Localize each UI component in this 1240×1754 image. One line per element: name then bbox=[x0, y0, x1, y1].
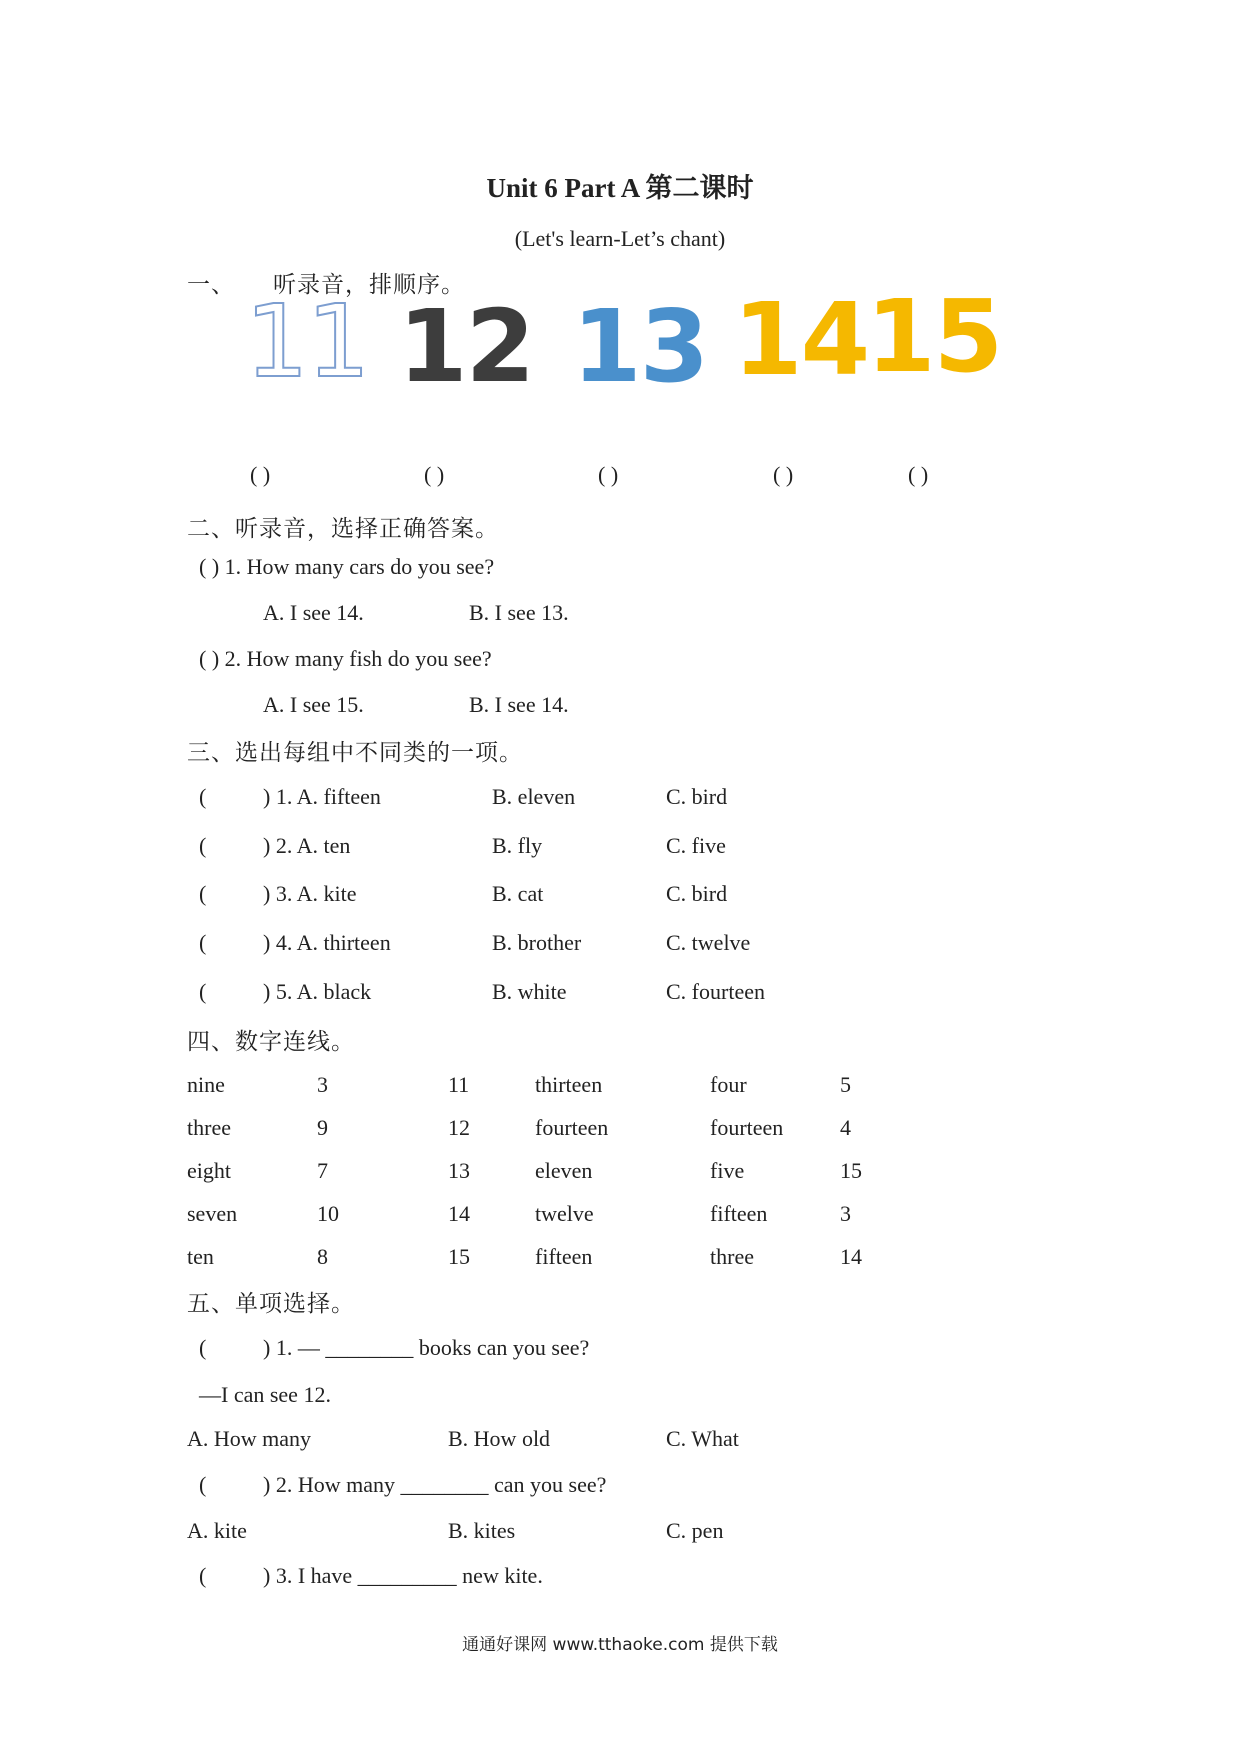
match-word[interactable]: fourteen bbox=[710, 1115, 784, 1140]
match-number[interactable]: 15 bbox=[840, 1158, 862, 1183]
match-number[interactable]: 14 bbox=[448, 1201, 470, 1226]
match-word[interactable]: five bbox=[710, 1158, 745, 1183]
order-blank-2[interactable]: ( ) bbox=[424, 462, 445, 487]
s3-row-2-b: B. fly bbox=[492, 833, 543, 858]
match-word[interactable]: thirteen bbox=[535, 1072, 603, 1097]
match-number[interactable]: 12 bbox=[448, 1115, 470, 1140]
s2-q2-option-a[interactable]: A. I see 15. bbox=[263, 692, 364, 717]
s3-row-5-a: ) 5. A. black bbox=[263, 979, 372, 1004]
s3-paren[interactable]: ( bbox=[199, 881, 207, 906]
match-number[interactable]: 13 bbox=[448, 1158, 470, 1183]
s3-paren[interactable]: ( bbox=[199, 979, 207, 1004]
s2-question-1: ( ) 1. How many cars do you see? bbox=[199, 554, 495, 579]
s5-paren[interactable]: ( bbox=[199, 1335, 207, 1360]
order-blank-4[interactable]: ( ) bbox=[773, 462, 794, 487]
match-word[interactable]: three bbox=[710, 1244, 754, 1269]
section-5-heading: 五、单项选择。 bbox=[187, 1291, 355, 1316]
match-number[interactable]: 8 bbox=[317, 1244, 328, 1269]
section-1-heading: 听录音，排顺序。 bbox=[273, 272, 465, 297]
s5-question-3: ) 3. I have _________ new kite. bbox=[263, 1563, 543, 1588]
s2-q2-option-b[interactable]: B. I see 14. bbox=[469, 692, 569, 717]
section-1-number: 一、 bbox=[187, 272, 235, 297]
s5-q2-option-b[interactable]: B. kites bbox=[448, 1518, 516, 1543]
s3-row-4-a: ) 4. A. thirteen bbox=[263, 930, 391, 955]
s2-question-2: ( ) 2. How many fish do you see? bbox=[199, 646, 492, 671]
match-word[interactable]: fifteen bbox=[535, 1244, 593, 1269]
s3-paren[interactable]: ( bbox=[199, 833, 207, 858]
match-number[interactable]: 3 bbox=[317, 1072, 328, 1097]
match-number[interactable]: 15 bbox=[448, 1244, 470, 1269]
s5-q1-option-a[interactable]: A. How many bbox=[187, 1426, 312, 1451]
s3-row-5-b: B. white bbox=[492, 979, 567, 1004]
s5-q1-option-b[interactable]: B. How old bbox=[448, 1426, 551, 1451]
s3-paren[interactable]: ( bbox=[199, 784, 207, 809]
match-number[interactable]: 4 bbox=[840, 1115, 851, 1140]
s3-row-4-c: C. twelve bbox=[666, 930, 751, 955]
s2-q1-option-a[interactable]: A. I see 14. bbox=[263, 600, 364, 625]
order-blank-5[interactable]: ( ) bbox=[908, 462, 929, 487]
s5-q1-answer: —I can see 12. bbox=[199, 1382, 331, 1407]
match-word[interactable]: fourteen bbox=[535, 1115, 609, 1140]
match-word[interactable]: nine bbox=[187, 1072, 225, 1097]
order-blank-1[interactable]: ( ) bbox=[250, 462, 271, 487]
s3-row-1-a: ) 1. A. fifteen bbox=[263, 784, 381, 809]
s2-q1-option-b[interactable]: B. I see 13. bbox=[469, 600, 569, 625]
s3-row-2-c: C. five bbox=[666, 833, 726, 858]
number-14: 14 bbox=[733, 281, 869, 398]
number-12: 12 bbox=[398, 288, 534, 405]
order-blank-3[interactable]: ( ) bbox=[598, 462, 619, 487]
match-number[interactable]: 5 bbox=[840, 1072, 851, 1097]
page-title: Unit 6 Part A 第二课时 bbox=[486, 173, 754, 203]
s3-row-5-c: C. fourteen bbox=[666, 979, 765, 1004]
s3-row-4-b: B. brother bbox=[492, 930, 582, 955]
section-4-heading: 四、数字连线。 bbox=[187, 1029, 355, 1054]
s3-row-3-c: C. bird bbox=[666, 881, 728, 906]
s5-question-2: ) 2. How many ________ can you see? bbox=[263, 1472, 607, 1497]
s3-row-3-b: B. cat bbox=[492, 881, 544, 906]
match-number[interactable]: 10 bbox=[317, 1201, 339, 1226]
s5-q2-option-a[interactable]: A. kite bbox=[187, 1518, 247, 1543]
s3-row-1-b: B. eleven bbox=[492, 784, 576, 809]
page-subtitle: (Let's learn-Let’s chant) bbox=[514, 226, 726, 251]
s5-q1-option-c[interactable]: C. What bbox=[666, 1426, 739, 1451]
match-number[interactable]: 3 bbox=[840, 1201, 851, 1226]
match-word[interactable]: three bbox=[187, 1115, 231, 1140]
s5-paren[interactable]: ( bbox=[199, 1563, 207, 1588]
number-15: 15 bbox=[866, 278, 1002, 395]
match-word[interactable]: fifteen bbox=[710, 1201, 768, 1226]
s3-row-2-a: ) 2. A. ten bbox=[263, 833, 351, 858]
s5-question-1: ) 1. — ________ books can you see? bbox=[263, 1335, 590, 1360]
match-word[interactable]: ten bbox=[187, 1244, 214, 1269]
match-number[interactable]: 9 bbox=[317, 1115, 328, 1140]
section-3-heading: 三、选出每组中不同类的一项。 bbox=[187, 740, 523, 765]
match-number[interactable]: 11 bbox=[448, 1072, 470, 1097]
s3-paren[interactable]: ( bbox=[199, 930, 207, 955]
s5-paren[interactable]: ( bbox=[199, 1472, 207, 1497]
match-word[interactable]: eight bbox=[187, 1158, 231, 1183]
match-word[interactable]: twelve bbox=[535, 1201, 594, 1226]
s3-row-3-a: ) 3. A. kite bbox=[263, 881, 357, 906]
match-word[interactable]: seven bbox=[187, 1201, 238, 1226]
section-2-heading: 二、听录音，选择正确答案。 bbox=[187, 516, 499, 541]
footer-credit: 通通好课网 www.tthaoke.com 提供下载 bbox=[462, 1635, 778, 1655]
s3-row-1-c: C. bird bbox=[666, 784, 728, 809]
match-word[interactable]: eleven bbox=[535, 1158, 593, 1183]
match-number[interactable]: 14 bbox=[840, 1244, 862, 1269]
match-number[interactable]: 7 bbox=[317, 1158, 328, 1183]
match-word[interactable]: four bbox=[710, 1072, 747, 1097]
number-11: 11 bbox=[245, 283, 369, 400]
number-13: 13 bbox=[572, 288, 708, 405]
s5-q2-option-c[interactable]: C. pen bbox=[666, 1518, 724, 1543]
